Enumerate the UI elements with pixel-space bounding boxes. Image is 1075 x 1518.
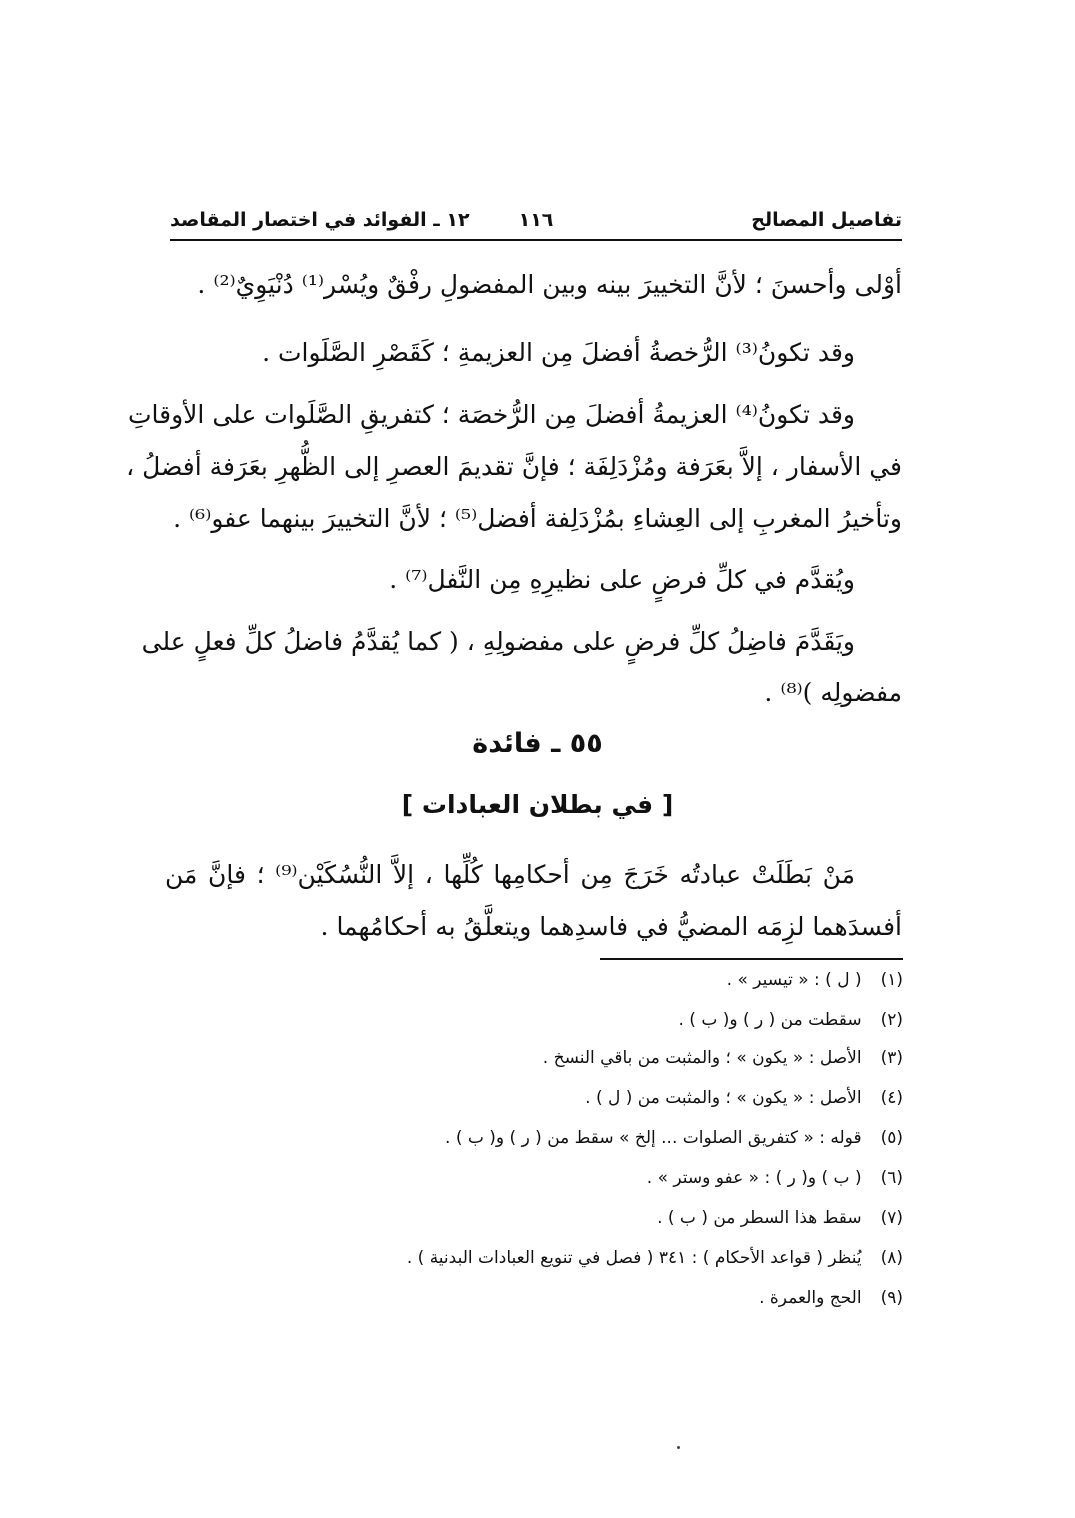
body-line: وتأخيرُ المغربِ إلى العِشاءِ بمُزْدَلِفة أفضل⁽⁵⁾ ؛ لأنَّ التخييرَ بينهما عفو⁽⁶⁾ . bbox=[173, 504, 902, 533]
scan-speck bbox=[677, 1446, 680, 1449]
body-line: مفضولِه )⁽⁸⁾ . bbox=[764, 678, 902, 707]
footnote-divider bbox=[600, 958, 903, 960]
footnote-number: (١) bbox=[880, 970, 903, 990]
section-title: ٥٥ ـ فائدة bbox=[472, 728, 603, 759]
footnote bbox=[543, 1046, 903, 1070]
header-chapter-title: ١٢ ـ الفوائد في اختصار المقاصد bbox=[170, 209, 470, 231]
footnote bbox=[727, 968, 903, 992]
footnote-text: يُنظر ( قواعد الأحكام ) : ٣٤١ ( فصل في تنويع العبادات البدنية ) . bbox=[406, 1248, 862, 1268]
footnote-number: (٥) bbox=[880, 1128, 903, 1148]
footnote bbox=[678, 1008, 903, 1032]
footnote bbox=[585, 1086, 903, 1110]
body-line: وقد تكونُ⁽³⁾ الرُّخصةُ أفضلَ مِن العزيمةِ ؛ كَقَصْرِ الصَّلَوات . bbox=[262, 338, 855, 367]
footnote-number: (٢) bbox=[880, 1010, 903, 1030]
footnote-number: (٩) bbox=[880, 1288, 903, 1308]
footnote-text: سقط هذا السطر من ( ب ) . bbox=[657, 1208, 862, 1228]
footnote bbox=[657, 1206, 903, 1230]
footnote-text: الحج والعمرة . bbox=[759, 1288, 862, 1308]
section-line: أفسدَهما لزِمَه المضيُّ في فاسدِهما ويتعلَّقُ به أحكامُهما . bbox=[320, 912, 902, 941]
footnote bbox=[759, 1286, 903, 1310]
body-line: ويَقَدَّمَ فاضِلُ كلِّ فرضٍ على مفضولِهِ ، ( كما يُقدَّمُ فاضلُ كلِّ فعلٍ على bbox=[141, 627, 855, 656]
footnote-text: ( ل ) : « تيسير » . bbox=[726, 970, 862, 990]
footnote bbox=[445, 1126, 903, 1150]
footnote-number: (٦) bbox=[880, 1168, 903, 1188]
footnote-number: (٤) bbox=[880, 1088, 903, 1108]
section-line: مَنْ بَطَلَتْ عبادتُه خَرَجَ مِن أحكامِها كُلِّها ، إلاَّ النُّسُكَيْن⁽⁹⁾ ؛ فإنَّ مَن bbox=[165, 860, 855, 889]
header-book-title: تفاصيل المصالح bbox=[751, 209, 902, 231]
footnote-text: الأصل : « يكون » ؛ والمثبت من باقي النسخ . bbox=[542, 1048, 862, 1068]
body-line: أوْلى وأحسنَ ؛ لأنَّ التخييرَ بينه وبين المفضولِ رفْقٌ ويُسْر⁽¹⁾ دُنْيَوِيٌ⁽²⁾ . bbox=[197, 270, 902, 299]
footnote-text: ( ب ) و( ر ) : « عفو وستر » . bbox=[646, 1168, 862, 1188]
footnote-number: (٧) bbox=[880, 1208, 903, 1228]
footnote-text: سقطت من ( ر ) و( ب ) . bbox=[678, 1010, 862, 1030]
page-number: ١١٦ bbox=[518, 209, 554, 231]
running-header bbox=[170, 205, 902, 241]
footnote-number: (٨) bbox=[880, 1248, 903, 1268]
body-line: وقد تكونُ⁽⁴⁾ العزيمةُ أفضلَ مِن الرُّخصَة ؛ كتفريقِ الصَّلَوات على الأوقاتِ bbox=[128, 400, 855, 429]
body-line: في الأسفار ، إلاَّ بعَرَفة ومُزْدَلِفَة ؛ فإنَّ تقديمَ العصرِ إلى الظُّهرِ بعَرَفة أفضلُ ، bbox=[126, 452, 902, 481]
footnote bbox=[647, 1166, 903, 1190]
footnote-text: قوله : « كتفريق الصلوات ... إلخ » سقط من ( ر ) و( ب ) . bbox=[445, 1128, 862, 1148]
footnote-text: الأصل : « يكون » ؛ والمثبت من ( ل ) . bbox=[585, 1088, 862, 1108]
section-subtitle: [ في بطلان العبادات ] bbox=[401, 790, 674, 819]
footnote-number: (٣) bbox=[880, 1048, 903, 1068]
footnote bbox=[407, 1246, 903, 1270]
body-line: ويُقدَّم في كلِّ فرضٍ على نظيرِهِ مِن النَّفل⁽⁷⁾ . bbox=[389, 565, 855, 594]
